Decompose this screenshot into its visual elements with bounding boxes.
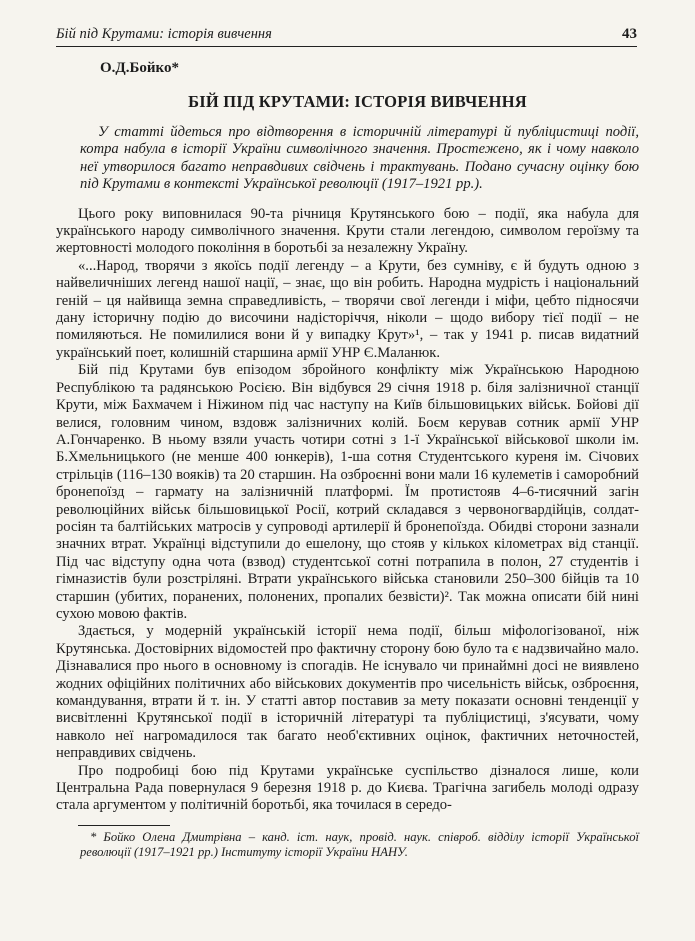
body-paragraph: Здається, у модерній українській історії нема події, більш міфологізованої, ніж Крутянська. Достовірних відомостей про фактичну сторону бою було та є надзвичайно мало. Дізнавалися про нього в основному із спогадів. Не існувало чи принаймні досі не виявлено жодних офіційних політичних або військових документів про чисельність військ, озброєння, командування, втрати й т. ін. У статті автор поставив за мету показати основні тенденції у висвітленні Крутянської події в історичній літературі та публіцистиці, з'ясувати, чому навколо неї нагромадилося так багато необ'єктивних оцінок, фактичних неточностей, неправдивих свідчень.	[56, 623, 639, 762]
quote-paragraph: «...Народ, творячи з якоїсь події легенду – а Крути, без сумніву, є й будуть одною з найвеличніших легенд нашої нації, – знає, що він робить. Народна мудрість і національний геній – ця найвища земна справедливість, – творячи свої легенди і міфи, цебто підносячи дану історичну подію до височини надісторіччя, ніколи – щодо вибору тієї події – не помиляються. Не помилилися вони й у випадку Крут»¹, – так у 1941 р. писав видатний український поет, колишній старшина армії УНР Є.Маланюк.	[56, 257, 639, 361]
article-title: БІЙ ПІД КРУТАМИ: ІСТОРІЯ ВИВЧЕННЯ	[188, 92, 527, 111]
page-header	[56, 26, 637, 47]
body-paragraph: Бій під Крутами був епізодом збройного конфлікту між Українською Народною Республікою та радянською Росією. Він відбувся 29 січня 1918 р. біля залізничної станції Крути, між Бахмачем і Ніжином під час наступу на Київ більшовицьких військ. Бойові дії велися, головним чином, вздовж залізничних колій. Боєм керував сотник армії УНР А.Гончаренко. В ньому взяли участь чотири сотні з 1-ї Української військової школи ім. Б.Хмельницького (не менше 400 юнкерів), 1-ша сотня Студентського куреня ім. Січових стрільців (116–130 вояків) та 20 старшин. На озброєнні вони мали 16 кулеметів і саморобний бронепоїзд – гармату на залізничній платформі. Їм протистояв 4–6-тисячний загін революційних військ більшовицької Росії, котрий складався з червоногвардійців, солдат-росіян та балтійських матросів у супроводі артилерії й бронепоїзда. Обидві сторони зазнали значних втрат. Українці відступили до ешелону, що стояв у кількох кілометрах від станції. Під час відступу одна чота (взвод) студентської сотні потрапила в полон, 27 студентів і гімназистів були розстріляні. Втрати українського війська становили 250–300 бійців та 10 старшин (убитих, поранених, полонених, пропалих безвісти)². Так можна описати бій нині сухою мовою фактів.	[56, 362, 639, 622]
page-number: 43	[622, 26, 637, 42]
article-body	[56, 206, 639, 815]
body-paragraph: Цього року виповнилася 90-та річниця Крутянського бою – події, яка набула для українського народу символічного значення. Крути стали легендою, символом героїзму та жертовності молодого покоління в боротьбі за незалежну Україну.	[56, 205, 639, 257]
running-title: Бій під Крутами: історія вивчення	[56, 26, 272, 42]
article-abstract: У статті йдеться про відтворення в історичній літературі й публіцистиці події, котра набула в історії України символічного значення. Простежено, як і чому навколо неї утворилося багато неправдивих свідчень і трактувань. Подано сучасну оцінку бою під Крутами в контексті Української революції (1917–1921 рр.).	[80, 124, 639, 193]
body-paragraph: Про подробиці бою під Крутами українське суспільство дізналося лише, коли Центральна Рада повернулася 9 березня 1918 р. до Києва. Трагічна загибель молоді одразу стала аргументом у політичній боротьбі, яка точилася в середо-	[56, 762, 639, 814]
author-name: О.Д.Бойко*	[100, 60, 179, 76]
author-footnote: * Бойко Олена Дмитрівна – канд. іст. наук, провід. наук. співроб. відділу історії Української революції (1917–1921 рр.) Інституту історії України НАНУ.	[80, 829, 639, 859]
footnote-divider	[78, 825, 170, 826]
